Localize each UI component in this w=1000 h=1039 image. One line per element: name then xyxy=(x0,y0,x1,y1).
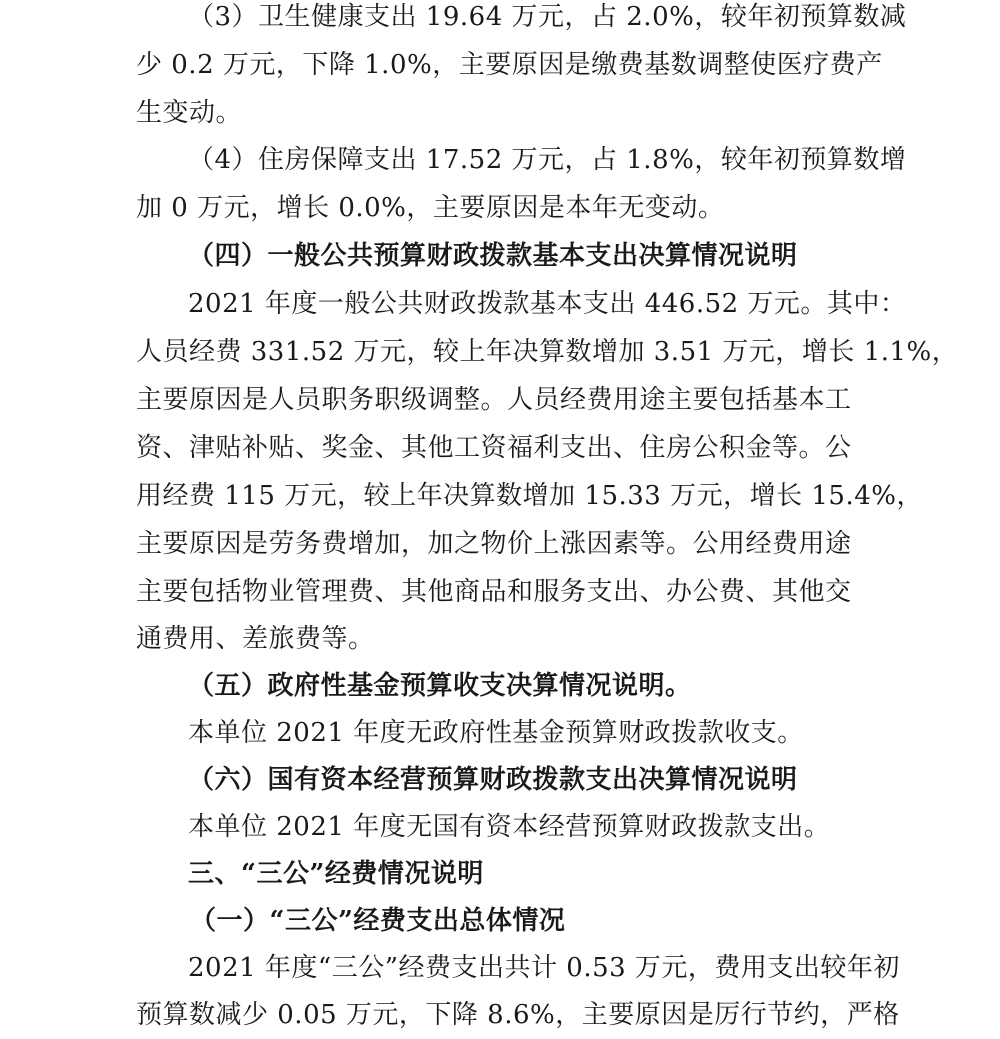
paragraph-line-10: 用经费 115 万元，较上年决算数增加 15.33 万元，增长 15.4%， xyxy=(136,481,923,511)
section-heading-4: （四）一般公共预算财政拨款基本支出决算情况说明 xyxy=(188,241,798,271)
paragraph-line-15: 本单位 2021 年度无国有资本经营预算财政拨款支出。 xyxy=(188,812,831,842)
section-heading-5: （五）政府性基金预算收支决算情况说明。 xyxy=(188,671,692,701)
paragraph-line-4: （4）住房保障支出 17.52 万元，占 1.8%，较年初预算数增 xyxy=(188,145,907,175)
section-heading-6: （六）国有资本经营预算财政拨款支出决算情况说明 xyxy=(188,765,798,795)
section-heading-3: 三、“三公”经费情况说明 xyxy=(188,859,484,889)
paragraph-line-16: 2021 年度“三公”经费支出共计 0.53 万元，费用支出较年初 xyxy=(188,953,900,983)
paragraph-line-13: 通费用、差旅费等。 xyxy=(136,624,375,654)
paragraph-line-6: 2021 年度一般公共财政拨款基本支出 446.52 万元。其中： xyxy=(188,289,907,319)
paragraph-line-17: 预算数减少 0.05 万元，下降 8.6%，主要原因是厉行节约，严格 xyxy=(136,1000,900,1030)
paragraph-line-1: （3）卫生健康支出 19.64 万元，占 2.0%，较年初预算数减 xyxy=(188,2,907,32)
paragraph-line-8: 主要原因是人员职务职级调整。人员经费用途主要包括基本工 xyxy=(136,385,852,415)
paragraph-line-14: 本单位 2021 年度无政府性基金预算财政拨款收支。 xyxy=(188,718,804,748)
paragraph-line-2: 少 0.2 万元，下降 1.0%，主要原因是缴费基数调整使医疗费产 xyxy=(136,50,883,80)
paragraph-line-7: 人员经费 331.52 万元，较上年决算数增加 3.51 万元，增长 1.1%， xyxy=(136,337,959,367)
paragraph-line-3: 生变动。 xyxy=(136,98,243,128)
paragraph-line-11: 主要原因是劳务费增加，加之物价上涨因素等。公用经费用途 xyxy=(136,529,852,559)
subsection-heading-1: （一）“三公”经费支出总体情况 xyxy=(190,906,566,936)
paragraph-line-9: 资、津贴补贴、奖金、其他工资福利支出、住房公积金等。公 xyxy=(136,433,852,463)
paragraph-line-12: 主要包括物业管理费、其他商品和服务支出、办公费、其他交 xyxy=(136,577,852,607)
paragraph-line-5: 加 0 万元，增长 0.0%，主要原因是本年无变动。 xyxy=(136,193,725,223)
